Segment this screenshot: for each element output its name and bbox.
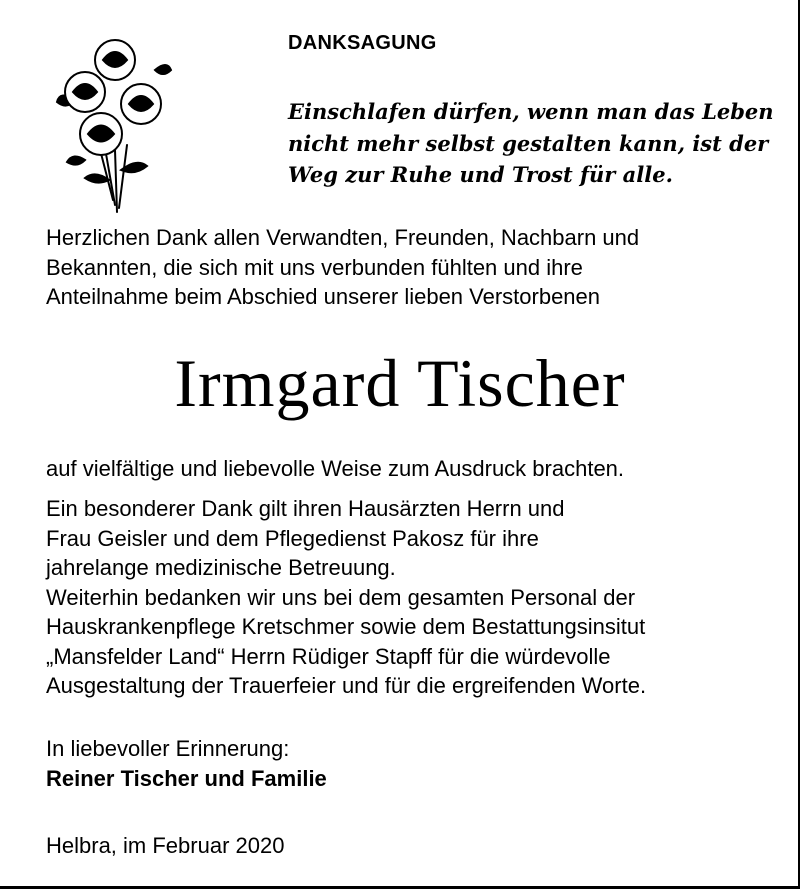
thanks-line: jahrelange medizinische Betreuung. (46, 555, 396, 580)
memorial-quote (288, 96, 788, 191)
thanks-line: Ein besonderer Dank gilt ihren Hausärzten Herrn und (46, 496, 565, 521)
intro-line: Herzlichen Dank allen Verwandten, Freunden, Nachbarn und (46, 225, 640, 250)
quote-line: Weg zur Ruhe und Trost für alle. (288, 162, 673, 187)
roses-bouquet-icon (55, 30, 175, 215)
quote-line: nicht mehr selbst gestalten kann, ist der (288, 130, 769, 156)
thanks-line: Ausgestaltung der Trauerfeier und für die ergreifenden Worte. (46, 673, 647, 698)
signature: Reiner Tischer und Familie (46, 765, 327, 791)
thanks-line: Frau Geisler und dem Pflegedienst Pakosz für ihre (46, 525, 539, 551)
intro-line: Bekannten, die sich mit uns verbunden fühlten und ihre (46, 254, 583, 280)
closing-block (46, 734, 786, 793)
thanks-line: „Mansfelder Land“ Herrn Rüdiger Stapff für die würdevolle (46, 643, 611, 669)
deceased-name: Irmgard Tischer (174, 345, 626, 421)
quote-line: Einschlafen dürfen, wenn man das Leben (288, 99, 774, 124)
intro-paragraph (46, 223, 786, 312)
intro-line: Anteilnahme beim Abschied unserer lieben Verstorbenen (46, 284, 601, 309)
after-name-line: auf vielfältige und liebevolle Weise zum Ausdruck brachten. (46, 456, 625, 481)
notice-heading: DANKSAGUNG (288, 32, 437, 54)
place-date: Helbra, im Februar 2020 (46, 833, 285, 858)
thanks-paragraph (46, 494, 786, 701)
closing-line: In liebevoller Erinnerung: (46, 736, 290, 761)
thanks-line: Hauskrankenpflege Kretschmer sowie dem Bestattungsinsitut (46, 614, 646, 639)
thanks-line: Weiterhin bedanken wir uns bei dem gesamten Personal der (46, 584, 636, 610)
